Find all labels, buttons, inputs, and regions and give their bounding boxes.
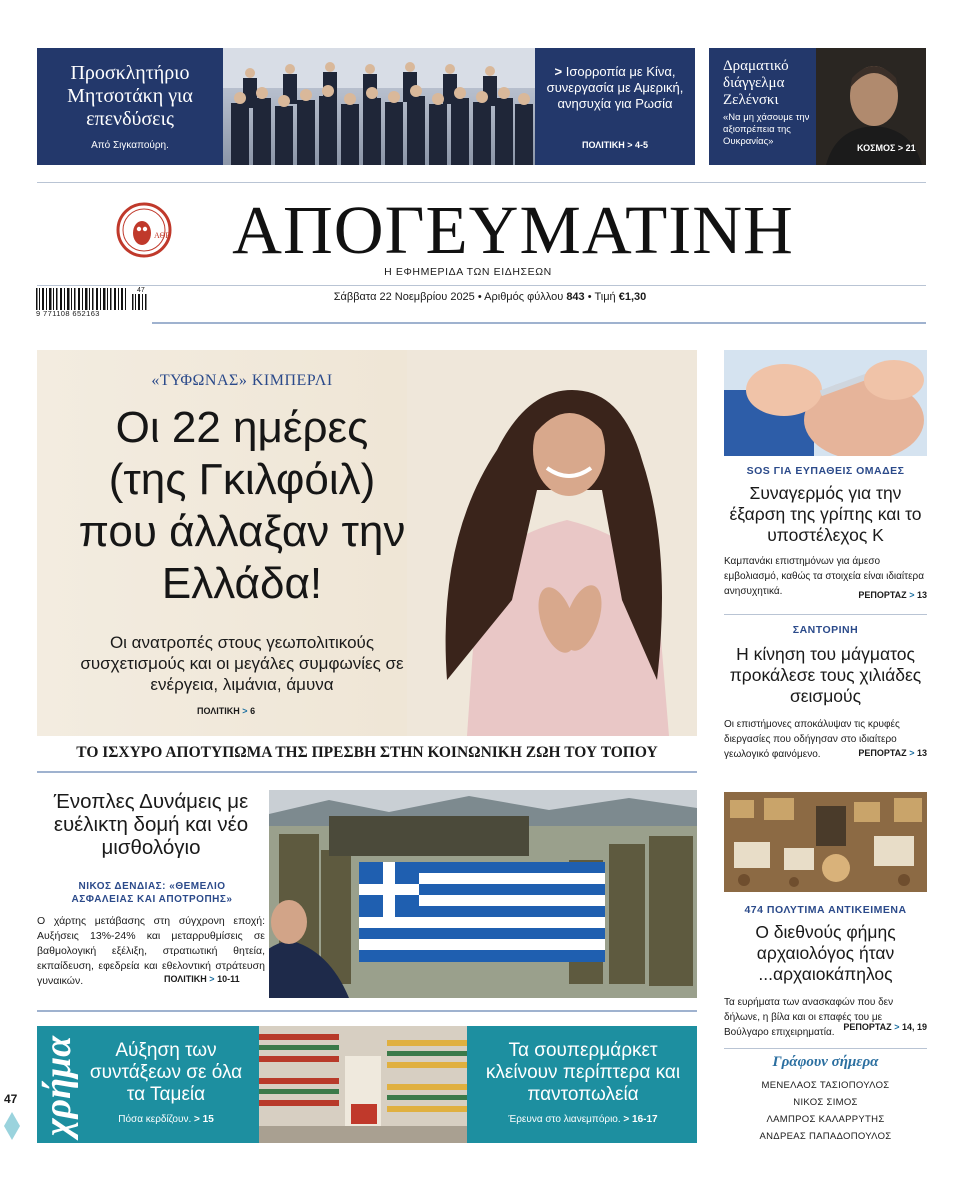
sidebar-santorini-headline: Η κίνηση του μάγματος προκάλεσε τους χιλιάδες σεισμούς — [729, 644, 922, 706]
money-pensions-ref: Πόσα κερδίζουν. > 15 — [118, 1114, 214, 1125]
writer-name: ΝΙΚΟΣ ΣΙΜΟΣ — [793, 1097, 858, 1108]
issue-line — [280, 291, 700, 303]
masthead-title: ΑΠΟΓΕΥΜΑΤΙΝΗ — [232, 192, 794, 268]
lead-strap: ΤΟ ΙΣΧΥΡΟ ΑΠΟΤΥΠΩΜΑ ΤΗΣ ΠΡΕΣΒΗ ΣΤΗΝ ΚΟΙΝΩΝΙΚΗ ΖΩΗ ΤΟΥ ΤΟΠΟΥ — [76, 744, 658, 761]
masthead-bottom-rule — [152, 322, 926, 324]
teaser-zelensky[interactable] — [709, 48, 926, 165]
masthead-top-rule — [37, 182, 926, 183]
writers-box — [724, 1054, 927, 1145]
writer-name: ΛΑΜΠΡΟΣ ΚΑΛΑΡΡΥΤΗΣ — [766, 1114, 885, 1125]
lead-portrait-photo — [407, 350, 697, 736]
writers-heading: Γράφουν σήμερα — [772, 1054, 879, 1070]
antiquities-photo — [724, 792, 927, 892]
money-supermarket-ref: Έρευνα στο λιανεμπόριο. > 16-17 — [508, 1114, 658, 1125]
barcode-addon: 47 — [137, 287, 145, 294]
sidebar-antiquities-headline: Ο διεθνούς φήμης αρχαιολόγος ήταν ...αρχαιοκάπηλος — [755, 922, 896, 984]
teaser-china-policy[interactable] — [535, 48, 695, 165]
issue-number: 843 — [566, 291, 585, 303]
writer-name: ΑΝΔΡΕΑΣ ΠΑΠΑΔΟΠΟΥΛΟΣ — [759, 1131, 892, 1142]
teaser-mitsotakis[interactable] — [37, 48, 223, 165]
lead-ref: ΠΟΛΙΤΙΚΗ > 6 — [197, 706, 256, 716]
barcode-number: 9 771108 652163 — [36, 309, 100, 318]
money-strip — [37, 1026, 697, 1143]
sidebar-antiquities-kicker: 474 ΠΟΛΥΤΙΜΑ ΑΝΤΙΚΕΙΜΕΝΑ — [744, 904, 907, 916]
sidebar-antiquities-story[interactable] — [724, 792, 927, 1042]
svg-text:ΑΘΕ: ΑΘΕ — [154, 231, 171, 240]
sidebar-santorini-kicker: ΣΑΝΤΟΡΙΝΗ — [792, 624, 859, 636]
defense-kicker: ΝΙΚΟΣ ΔΕΝΔΙΑΣ: «ΘΕΜΕΛΙΟ ΑΣΦΑΛΕΙΑΣ ΚΑΙ ΑΠΟΤΡΟΠΗΣ» — [71, 881, 233, 905]
teaser-zelensky-title: Δραματικό διάγγελμα Ζελένσκι — [723, 58, 789, 108]
sidebar-rule-1 — [724, 614, 927, 615]
sidebar-santorini-body: Οι επιστήμονες αποκάλυψαν τις κρυφές διεργασίες που οδήγησαν στο ιδιαίτερο γεωλογικό φαινόμενο. — [724, 719, 900, 760]
teaser-zelensky-quote: «Να μη χάσουμε την αξιοπρέπεια της Ουκρανίας» — [723, 112, 810, 147]
owl-logo-icon — [116, 202, 172, 258]
sidebar-antiquities-ref: ΡΕΠΟΡΤΑΖ > 14, 19 — [843, 1022, 927, 1032]
defense-photo — [269, 790, 697, 998]
teaser-zelensky-ref: ΚΟΣΜΟΣ > 21 — [857, 143, 916, 153]
sidebar-antiquities-body: Τα ευρήματα των ανασκαφών που δεν δήλωνε, η βίλα και οι επαφές του με Βούλγαρο επιχειρηματία. — [724, 997, 894, 1038]
defense-story[interactable] — [37, 790, 697, 998]
sidebar-flu-story[interactable] — [724, 350, 927, 610]
sidebar-flu-body: Καμπανάκι επιστημόνων για άμεσο εμβολιασμό, καθώς τα στοιχεία είναι ιδιαίτερα ανησυχητικά. — [724, 556, 924, 597]
teaser-china-ref: ΠΟΛΙΤΙΚΗ > 4-5 — [581, 140, 649, 150]
teaser-group-photo — [223, 48, 535, 165]
teaser-mitsotakis-sub: Από Σιγκαπούρη. — [91, 140, 169, 151]
lead-kicker: «ΤΥΦΩΝΑΣ» ΚΙΜΠΕΡΛΙ — [151, 372, 333, 389]
money-pensions-story[interactable] — [81, 1040, 251, 1125]
defense-bottom-rule — [37, 1010, 697, 1012]
sidebar-rule-2 — [724, 1048, 927, 1049]
supermarket-photo — [259, 1026, 467, 1143]
masthead-tagline: Η ΕΦΗΜΕΡΙΔΑ ΤΩΝ ΕΙΔΗΣΕΩΝ — [384, 266, 552, 278]
defense-ref: ΠΟΛΙΤΙΚΗ > 10-11 — [164, 974, 240, 984]
lead-headline: Οι 22 ημέρες (της Γκιλφόιλ) που άλλαξαν την Ελλάδα! — [78, 403, 406, 608]
defense-body: Ο χάρτης μετάβασης στη σύγχρονη εποχή: Αυξήσεις 13%-24% και μεταρρυθμίσεις σε βαθμολογική εξέλιξη, στρατιωτική θητεία, εκπαίδευση, εφεδρεία και εθελοντική στράτευση γυναικών. — [37, 915, 265, 987]
money-section-label: χρήμα — [37, 1035, 79, 1137]
money-supermarket-title: Τα σουπερμάρκετ κλείνουν περίπτερα και παντοπωλεία — [485, 1040, 681, 1105]
money-pensions-title: Αύξηση των συντάξεων σε όλα τα Ταμεία — [89, 1040, 243, 1105]
teaser-mitsotakis-title: Προσκλητήριο Μητσοτάκη για επενδύσεις — [67, 62, 193, 130]
sidebar-santorini-ref: ΡΕΠΟΡΤΑΖ > 13 — [858, 748, 927, 758]
lead-story[interactable] — [37, 350, 697, 736]
sidebar-santorini-story[interactable] — [724, 624, 927, 774]
writer-name: ΜΕΝΕΛΑΟΣ ΤΑΣΙΟΠΟΥΛΟΣ — [761, 1080, 890, 1091]
masthead-info-rule — [37, 285, 926, 286]
diamond-icon — [4, 1112, 20, 1140]
lead-strap-rule — [37, 771, 697, 773]
sidebar-flu-headline: Συναγερμός για την έξαρση της γρίπης και το υποστέλεχος Κ — [729, 483, 922, 545]
group-photo-figures — [223, 48, 535, 165]
page-number: 47 — [4, 1092, 18, 1106]
lead-dek: Οι ανατροπές στους γεωπολιτικούς συσχετισμούς και οι μεγάλες συμφωνίες σε ενέργεια, λιμάνια, άμυνα — [80, 633, 404, 694]
teaser-china-title: > Ισορροπία με Κίνα, συνεργασία με Αμερική, ανησυχία για Ρωσία — [546, 64, 684, 111]
date-line: Σάββατα 22 Νοεμβρίου 2025 • Αριθμός φύλλου — [333, 291, 564, 303]
sidebar-flu-ref: ΡΕΠΟΡΤΑΖ > 13 — [858, 590, 927, 600]
price: €1,30 — [618, 291, 647, 303]
defense-headline: Ένοπλες Δυνάμεις με ευέλικτη δομή και νέο μισθολόγιο — [53, 790, 249, 859]
price-label: • Τιμή — [587, 291, 616, 303]
chevron-right-icon: > — [554, 64, 566, 79]
money-supermarket-story[interactable] — [477, 1040, 689, 1125]
sidebar-flu-kicker: SOS ΓΙΑ ΕΥΠΑΘΕΙΣ ΟΜΑΔΕΣ — [746, 465, 905, 477]
flu-vaccine-photo — [724, 350, 927, 456]
